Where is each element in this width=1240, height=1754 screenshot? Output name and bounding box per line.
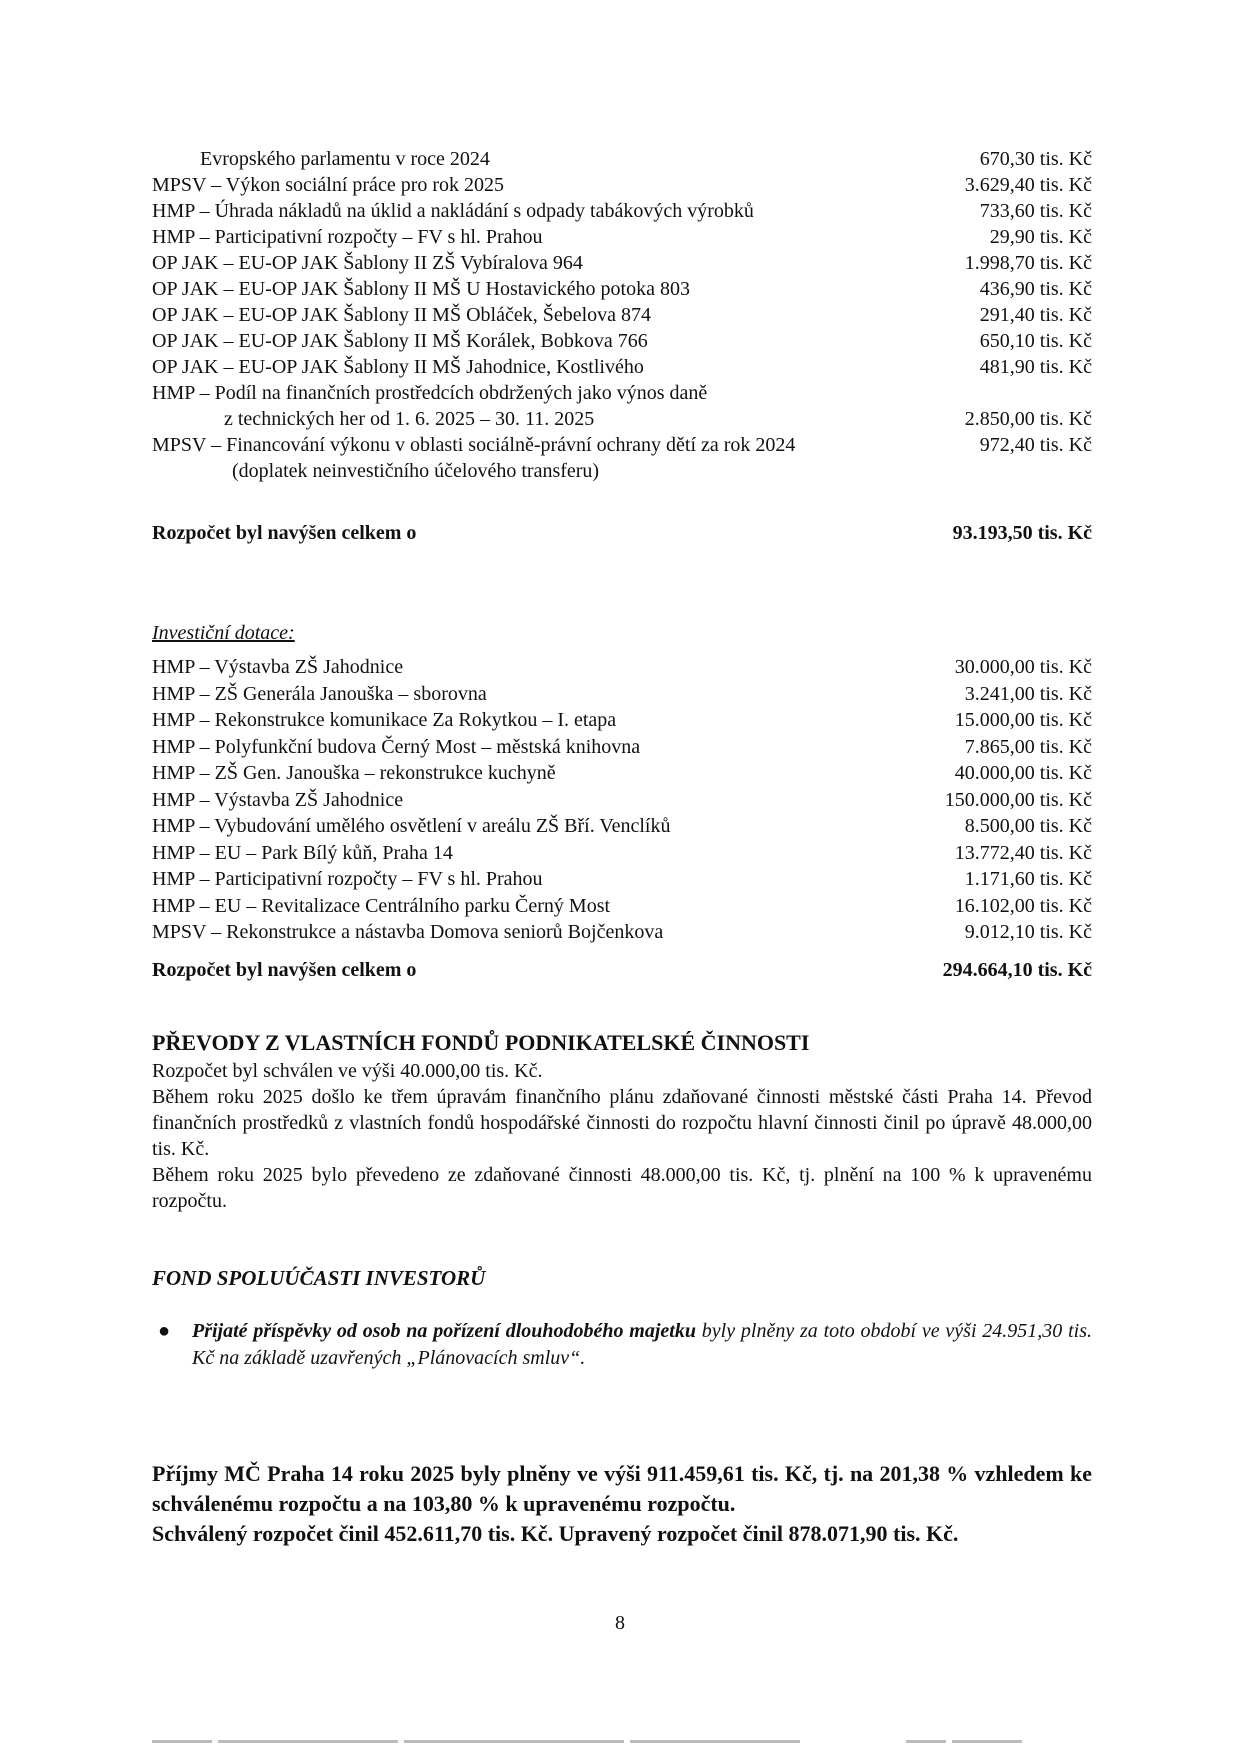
transfer-row — [152, 406, 1092, 432]
transfer-label: OP JAK – EU-OP JAK Šablony II ZŠ Vybíralova 964 — [152, 252, 583, 274]
summary-line-2: Schválený rozpočet činil 452.611,70 tis. Kč. Upravený rozpočet činil 878.071,90 tis. Kč. — [152, 1521, 959, 1546]
transfer-row — [152, 172, 1092, 198]
transfer-row — [152, 354, 1092, 380]
section1-total-value: 93.193,50 tis. Kč — [952, 522, 1092, 544]
investment-row — [152, 866, 1092, 892]
transfers-paragraph-2: Během roku 2025 došlo ke třem úpravám finančního plánu zdaňované činnosti městské části Praha 14. Převod finančních prostředků z vlastních fondů hospodářské činnosti do rozpočtu hlavní činnosti činil po úpravě 48.000,00 tis. Kč. — [152, 1086, 1092, 1160]
transfer-row — [152, 250, 1092, 276]
transfer-value: 2.850,00 tis. Kč — [964, 408, 1092, 430]
investment-label: MPSV – Rekonstrukce a nástavba Domova seniorů Bojčenkova — [152, 921, 664, 943]
section2-total-value: 294.664,10 tis. Kč — [942, 959, 1092, 981]
investment-value: 16.102,00 tis. Kč — [954, 894, 1092, 917]
investment-row — [152, 813, 1092, 839]
transfer-row — [152, 224, 1092, 250]
transfer-value: 481,90 tis. Kč — [979, 356, 1092, 378]
transfers-paragraph-1: Rozpočet byl schválen ve výši 40.000,00 tis. Kč. — [152, 1060, 543, 1082]
investment-label: HMP – Výstavba ZŠ Jahodnice — [152, 656, 404, 678]
transfer-value: 733,60 tis. Kč — [979, 200, 1092, 222]
bullet-bold-text: Přijaté příspěvky od osob na pořízení dlouhodobého majetku — [192, 1320, 696, 1342]
transfer-row — [152, 198, 1092, 224]
transfer-label: OP JAK – EU-OP JAK Šablony II MŠ U Hostavického potoka 803 — [152, 278, 690, 300]
revenue-summary — [152, 1459, 1092, 1549]
bullet-text — [192, 1318, 1092, 1372]
transfer-row — [152, 380, 1092, 406]
transfer-row — [152, 432, 1092, 458]
section1-total-label: Rozpočet byl navýšen celkem o — [152, 522, 417, 544]
investment-value: 15.000,00 tis. Kč — [954, 709, 1092, 731]
investment-label: HMP – Výstavba ZŠ Jahodnice — [152, 788, 404, 811]
bullet-icon: ● — [158, 1320, 171, 1342]
investment-row — [152, 734, 1092, 760]
transfer-label: OP JAK – EU-OP JAK Šablony II MŠ Jahodnice, Kostlivého — [152, 356, 644, 378]
investment-row — [152, 681, 1092, 707]
investment-label: HMP – Participativní rozpočty – FV s hl. Prahou — [152, 868, 543, 890]
transfer-label: MPSV – Financování výkonu v oblasti sociálně-právní ochrany dětí za rok 2024 — [152, 434, 796, 456]
transfer-label: z technických her od 1. 6. 2025 – 30. 11. 2025 — [224, 408, 595, 430]
investment-label: HMP – ZŠ Gen. Janouška – rekonstrukce kuchyně — [152, 762, 556, 784]
transfers-text — [152, 1058, 1092, 1214]
transfer-row — [152, 276, 1092, 302]
investment-value: 3.241,00 tis. Kč — [964, 682, 1092, 705]
investment-label: HMP – Vybudování umělého osvětlení v areálu ZŠ Bří. Venclíků — [152, 815, 671, 837]
transfer-value: 436,90 tis. Kč — [979, 278, 1092, 300]
transfer-row — [152, 302, 1092, 328]
section2-total-label: Rozpočet byl navýšen celkem o — [152, 959, 417, 981]
investment-row — [152, 787, 1092, 813]
investor-fund-heading: FOND SPOLUÚČASTI INVESTORŮ — [152, 1266, 486, 1290]
investment-row — [152, 893, 1092, 919]
investment-value: 30.000,00 tis. Kč — [954, 656, 1092, 678]
bullet-rest-text: byly plněny za toto období ve výši 24.951,30 tis. Kč na základě uzavřených „Plánovacích smluv“. — [192, 1320, 1092, 1369]
transfer-value: 670,30 tis. Kč — [979, 148, 1092, 170]
investment-row — [152, 654, 1092, 680]
investment-value: 40.000,00 tis. Kč — [954, 762, 1092, 784]
investment-label: HMP – Rekonstrukce komunikace Za Rokytkou – I. etapa — [152, 709, 617, 731]
investment-label: HMP – Polyfunkční budova Černý Most – městská knihovna — [152, 735, 641, 758]
transfer-label: (doplatek neinvestičního účelového transferu) — [232, 460, 600, 482]
investment-row — [152, 840, 1092, 866]
transfer-value: 3.629,40 tis. Kč — [964, 174, 1092, 196]
transfers-heading: PŘEVODY Z VLASTNÍCH FONDŮ PODNIKATELSKÉ ČINNOSTI — [152, 1030, 810, 1055]
transfer-row — [152, 458, 1092, 484]
investment-label: HMP – ZŠ Generála Janouška – sborovna — [152, 682, 487, 705]
transfer-label: HMP – Podíl na finančních prostředcích obdržených jako výnos daně — [152, 382, 708, 404]
transfers-paragraph-3: Během roku 2025 bylo převedeno ze zdaňované činnosti 48.000,00 tis. Kč, tj. plnění na 100 % k upravenému rozpočtu. — [152, 1164, 1092, 1212]
investment-value: 7.865,00 tis. Kč — [964, 735, 1092, 758]
investment-value: 8.500,00 tis. Kč — [964, 815, 1092, 837]
investment-value: 9.012,10 tis. Kč — [964, 921, 1092, 943]
investment-grants-heading: Investiční dotace: — [152, 622, 295, 644]
transfer-row — [152, 328, 1092, 354]
transfer-label: HMP – Úhrada nákladů na úklid a nakládání s odpady tabákových výrobků — [152, 200, 754, 222]
investment-value: 1.171,60 tis. Kč — [964, 868, 1092, 890]
transfer-row — [152, 146, 1092, 172]
transfer-value: 29,90 tis. Kč — [989, 226, 1092, 248]
investment-row — [152, 760, 1092, 786]
section2-total-row — [152, 957, 1092, 983]
transfer-value: 650,10 tis. Kč — [979, 330, 1092, 352]
summary-line-1: Příjmy MČ Praha 14 roku 2025 byly plněny ve výši 911.459,61 tis. Kč, tj. na 201,38 % vzhledem ke schválenému rozpočtu a na 103,80 % k upravenému rozpočtu. — [152, 1461, 1092, 1516]
transfer-label: MPSV – Výkon sociální práce pro rok 2025 — [152, 174, 505, 196]
investment-row — [152, 707, 1092, 733]
transfer-label: Evropského parlamentu v roce 2024 — [200, 148, 490, 170]
transfer-label: OP JAK – EU-OP JAK Šablony II MŠ Obláček, Šebelova 874 — [152, 304, 652, 326]
transfer-label: HMP – Participativní rozpočty – FV s hl. Prahou — [152, 226, 543, 248]
investment-value: 150.000,00 tis. Kč — [944, 788, 1092, 811]
transfer-value: 291,40 tis. Kč — [979, 304, 1092, 326]
transfer-label: OP JAK – EU-OP JAK Šablony II MŠ Korálek, Bobkova 766 — [152, 330, 648, 352]
investor-fund-bullet — [152, 1318, 1092, 1372]
investment-row — [152, 919, 1092, 945]
investment-value: 13.772,40 tis. Kč — [954, 841, 1092, 864]
investment-label: HMP – EU – Revitalizace Centrálního parku Černý Most — [152, 894, 611, 917]
investment-label: HMP – EU – Park Bílý kůň, Praha 14 — [152, 841, 453, 864]
page-number: 8 — [615, 1612, 625, 1634]
transfer-value: 1.998,70 tis. Kč — [964, 252, 1092, 274]
footer-decoration — [152, 1740, 1092, 1748]
section1-total-row — [152, 520, 1092, 546]
transfer-value: 972,40 tis. Kč — [979, 434, 1092, 456]
